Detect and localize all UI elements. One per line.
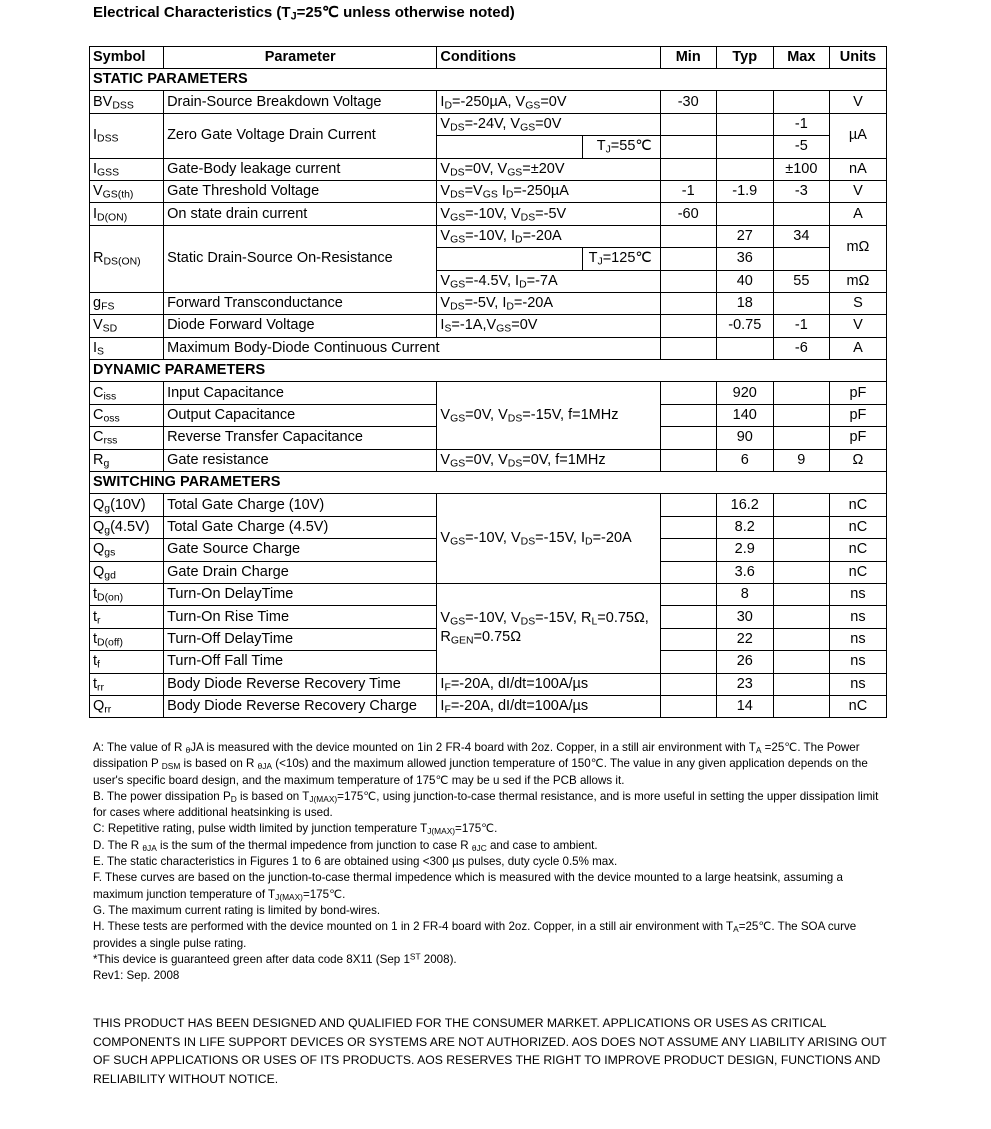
table-row (90, 315, 887, 337)
section-static: STATIC PARAMETERS (90, 69, 887, 91)
min (660, 583, 716, 605)
typ: 16.2 (716, 494, 773, 516)
units: nA (829, 158, 886, 180)
units: pF (829, 404, 886, 426)
units: A (829, 203, 886, 225)
symbol: $I_{GSS}$ (90, 158, 164, 180)
table-row (90, 494, 887, 516)
max: 9 (773, 449, 829, 471)
max (773, 91, 829, 113)
max (773, 494, 829, 516)
typ (716, 91, 773, 113)
electrical-characteristics-table (89, 46, 887, 718)
max: 34 (773, 225, 829, 247)
typ: 30 (716, 606, 773, 628)
note-c: C: Repetitive rating, pulse width limited by junction temperature $T_{J(MAX)}=175℃$. (93, 822, 498, 837)
max: -5 (773, 136, 829, 158)
conditions: $I_D=-250\mu A$, $V_{GS}=0V$ (437, 91, 660, 113)
table-row (90, 382, 887, 404)
note-a: A: The value of R $_\theta$JA is measured with the device mounted on 1in 2 FR-4 board with 2oz. Copper, in a still air environment with $T_A$ =25℃. The Power dissipation P $_{DSM}$ is based on R $_{\theta JA}$ (<10s) and the maximum allowed junction temperature of 150℃. The value in any given application depends on the user's specific board design, and the maximum temperature of 175℃ may be u sed if the PCB allows it. (93, 741, 868, 787)
units: nC (829, 695, 886, 717)
min (660, 673, 716, 695)
units: pF (829, 427, 886, 449)
header-units: Units (829, 47, 886, 69)
typ: 90 (716, 427, 773, 449)
max: -1 (773, 113, 829, 135)
parameter: Drain-Source Breakdown Voltage (164, 91, 437, 113)
table-row (90, 225, 887, 247)
conditions: $V_{DS}=0V$, $V_{GS}=\pm 20V$ (437, 158, 660, 180)
table-row (90, 180, 887, 202)
table-row (90, 91, 887, 113)
max: -1 (773, 315, 829, 337)
table-row (90, 292, 887, 314)
max (773, 292, 829, 314)
typ (716, 158, 773, 180)
table-row (90, 158, 887, 180)
symbol: $Q_{gd}$ (90, 561, 164, 583)
symbol: $t_f$ (90, 651, 164, 673)
symbol: $BV_{DSS}$ (90, 91, 164, 113)
min: -60 (660, 203, 716, 225)
symbol: $R_{DS(ON)}$ (90, 225, 164, 292)
note-b: B. The power dissipation $P_D$ is based on $T_{J(MAX)}=175℃$, using junction-to-case thermal resistance, and is more useful in setting the upper dissipation limit for cases where additional heatsinking is used. (93, 789, 879, 820)
typ (716, 113, 773, 135)
parameter: Output Capacitance (164, 404, 437, 426)
conditions: $I_S=-1A,V_{GS}=0V$ (437, 315, 660, 337)
min (660, 561, 716, 583)
max: -6 (773, 337, 829, 359)
typ: 18 (716, 292, 773, 314)
units: nC (829, 516, 886, 538)
conditions: $V_{GS}=-10V$, $V_{DS}=-5V$ (437, 203, 660, 225)
conditions: $V_{DS}=-24V$, $V_{GS}=0V$ (437, 113, 660, 135)
parameter: Input Capacitance (164, 382, 437, 404)
parameter: On state drain current (164, 203, 437, 225)
symbol: $I_{DSS}$ (90, 113, 164, 158)
units: mΩ (829, 270, 886, 292)
parameter: Total Gate Charge (4.5V) (164, 516, 437, 538)
min (660, 516, 716, 538)
conditions: $V_{GS}=0V$, $V_{DS}=0V$, f=1MHz (437, 449, 660, 471)
header-symbol: Symbol (90, 47, 164, 69)
section-row (90, 360, 887, 382)
units: V (829, 315, 886, 337)
min: -1 (660, 180, 716, 202)
symbol: $V_{GS(th)}$ (90, 180, 164, 202)
typ (716, 203, 773, 225)
min (660, 158, 716, 180)
parameter: Forward Transconductance (164, 292, 437, 314)
max: -3 (773, 180, 829, 202)
parameter: Turn-On DelayTime (164, 583, 437, 605)
note-g: G. The maximum current rating is limited by bond-wires. (93, 903, 381, 917)
min (660, 494, 716, 516)
table-row (90, 583, 887, 605)
min (660, 315, 716, 337)
units: pF (829, 382, 886, 404)
max (773, 606, 829, 628)
symbol: $Q_g(10V)$ (90, 494, 164, 516)
typ: 140 (716, 404, 773, 426)
parameter: Body Diode Reverse Recovery Charge (164, 695, 437, 717)
typ: 36 (716, 248, 773, 270)
typ: 26 (716, 651, 773, 673)
conditions-temp: $T_J=125℃$ (582, 248, 660, 270)
min (660, 136, 716, 158)
symbol: $t_{D(on)}$ (90, 583, 164, 605)
header-max: Max (773, 47, 829, 69)
table-row (90, 449, 887, 471)
footnotes (93, 740, 893, 984)
symbol: $Q_{rr}$ (90, 695, 164, 717)
units: mΩ (829, 225, 886, 270)
symbol: $V_{SD}$ (90, 315, 164, 337)
header-typ: Typ (716, 47, 773, 69)
symbol: $Q_g(4.5V)$ (90, 516, 164, 538)
conditions: $V_{GS}=-10V$, $V_{DS}=-15V$, $I_D=-20A$ (437, 494, 660, 584)
symbol: $I_{D(ON)}$ (90, 203, 164, 225)
header-conditions: Conditions (437, 47, 660, 69)
min (660, 651, 716, 673)
parameter: Turn-On Rise Time (164, 606, 437, 628)
conditions-empty (437, 136, 582, 158)
conditions: $V_{GS}=0V$, $V_{DS}=-15V$, f=1MHz (437, 382, 660, 449)
typ: 8.2 (716, 516, 773, 538)
symbol: $g_{FS}$ (90, 292, 164, 314)
units: ns (829, 651, 886, 673)
typ: 6 (716, 449, 773, 471)
typ: 22 (716, 628, 773, 650)
min (660, 270, 716, 292)
units: nC (829, 539, 886, 561)
units: ns (829, 583, 886, 605)
typ (716, 136, 773, 158)
parameter: Gate Drain Charge (164, 561, 437, 583)
parameter: Reverse Transfer Capacitance (164, 427, 437, 449)
max (773, 673, 829, 695)
units: S (829, 292, 886, 314)
symbol: $I_S$ (90, 337, 164, 359)
max (773, 203, 829, 225)
parameter: Zero Gate Voltage Drain Current (164, 113, 437, 158)
max (773, 561, 829, 583)
parameter: Maximum Body-Diode Continuous Current (164, 337, 661, 359)
typ: 40 (716, 270, 773, 292)
note-green: *This device is guaranteed green after data code 8X11 (Sep 1ST 2008). (93, 951, 457, 966)
units: nC (829, 494, 886, 516)
min (660, 449, 716, 471)
note-h: H. These tests are performed with the device mounted on 1 in 2 FR-4 board with 2oz. Copper, in a still air environment with $T_A=25℃$. The SOA curve provides a single pulse rating. (93, 920, 857, 950)
max: 55 (773, 270, 829, 292)
max (773, 427, 829, 449)
symbol: $t_{D(off)}$ (90, 628, 164, 650)
min (660, 225, 716, 247)
max (773, 248, 829, 270)
min (660, 113, 716, 135)
section-dynamic: DYNAMIC PARAMETERS (90, 360, 887, 382)
units: ns (829, 606, 886, 628)
min (660, 248, 716, 270)
max (773, 695, 829, 717)
parameter: Body Diode Reverse Recovery Time (164, 673, 437, 695)
typ: 8 (716, 583, 773, 605)
max (773, 516, 829, 538)
min (660, 695, 716, 717)
min: -30 (660, 91, 716, 113)
units: ns (829, 628, 886, 650)
conditions: $V_{DS}=V_{GS}$ $I_D=-250\mu A$ (437, 180, 660, 202)
parameter: Turn-Off DelayTime (164, 628, 437, 650)
conditions: $I_F=-20A$, dI/dt=100A/µs (437, 673, 660, 695)
units: µA (829, 113, 886, 158)
parameter: Diode Forward Voltage (164, 315, 437, 337)
max (773, 628, 829, 650)
parameter: Gate Threshold Voltage (164, 180, 437, 202)
typ: 920 (716, 382, 773, 404)
table-header-row (90, 47, 887, 69)
min (660, 382, 716, 404)
min (660, 292, 716, 314)
section-row (90, 472, 887, 494)
table-row (90, 203, 887, 225)
symbol: $Q_{gs}$ (90, 539, 164, 561)
min (660, 606, 716, 628)
conditions-temp: $T_J=55℃$ (582, 136, 660, 158)
max (773, 382, 829, 404)
typ: 23 (716, 673, 773, 695)
table-row (90, 673, 887, 695)
conditions: $V_{GS}=-4.5V$, $I_D=-7A$ (437, 270, 660, 292)
units: V (829, 91, 886, 113)
max: ±100 (773, 158, 829, 180)
table-row (90, 337, 887, 359)
max (773, 583, 829, 605)
disclaimer: THIS PRODUCT HAS BEEN DESIGNED AND QUALIFIED FOR THE CONSUMER MARKET. APPLICATIONS OR USES AS CRITICAL COMPONENTS IN LIFE SUPPORT DEVICES OR SYSTEMS ARE NOT AUTHORIZED. AOS DOES NOT ASSUME ANY LIABILITY ARISING OUT OF SUCH APPLICATIONS OR USES OF ITS PRODUCTS. AOS RESERVES THE RIGHT TO IMPROVE PRODUCT DESIGN, FUNCTIONS AND RELIABILITY WITHOUT NOTICE. (93, 1016, 887, 1086)
typ (716, 337, 773, 359)
typ: 3.6 (716, 561, 773, 583)
parameter: Turn-Off Fall Time (164, 651, 437, 673)
parameter: Gate-Body leakage current (164, 158, 437, 180)
units: nC (829, 561, 886, 583)
parameter: Gate Source Charge (164, 539, 437, 561)
min (660, 427, 716, 449)
conditions: $V_{DS}=-5V$, $I_D=-20A$ (437, 292, 660, 314)
section-row (90, 69, 887, 91)
conditions-empty (437, 248, 582, 270)
parameter: Total Gate Charge (10V) (164, 494, 437, 516)
section-switching: SWITCHING PARAMETERS (90, 472, 887, 494)
min (660, 337, 716, 359)
units: V (829, 180, 886, 202)
table-row (90, 113, 887, 135)
note-f: F. These curves are based on the junction-to-case thermal impedence which is measured with the device mounted to a large heatsink, assuming a maximum junction temperature of $T_{J(MAX)}=175℃$. (93, 871, 843, 902)
symbol: $C_{rss}$ (90, 427, 164, 449)
units: ns (829, 673, 886, 695)
min (660, 628, 716, 650)
symbol: $R_g$ (90, 449, 164, 471)
conditions: $V_{GS}=-10V$, $I_D=-20A$ (437, 225, 660, 247)
parameter: Gate resistance (164, 449, 437, 471)
typ: 27 (716, 225, 773, 247)
symbol: $t_{rr}$ (90, 673, 164, 695)
min (660, 539, 716, 561)
symbol: $C_{iss}$ (90, 382, 164, 404)
min (660, 404, 716, 426)
units: Ω (829, 449, 886, 471)
parameter: Static Drain-Source On-Resistance (164, 225, 437, 292)
header-min: Min (660, 47, 716, 69)
units: A (829, 337, 886, 359)
note-d: D. The R $_{\theta JA}$ is the sum of the thermal impedence from junction to case R $_{\theta JC}$ and case to ambient. (93, 838, 598, 853)
typ: 2.9 (716, 539, 773, 561)
symbol: $C_{oss}$ (90, 404, 164, 426)
note-revision: Rev1: Sep. 2008 (93, 969, 180, 983)
typ: -1.9 (716, 180, 773, 202)
max (773, 539, 829, 561)
typ: -0.75 (716, 315, 773, 337)
conditions: $V_{GS}=-10V$, $V_{DS}=-15V$, $R_L=0.75\Omega$, $R_{GEN}=0.75\Omega$ (437, 583, 660, 673)
table-row (90, 695, 887, 717)
symbol: $t_r$ (90, 606, 164, 628)
page-title: Electrical Characteristics ($T_J=25℃$ unless otherwise noted) (93, 4, 515, 23)
typ: 14 (716, 695, 773, 717)
max (773, 404, 829, 426)
note-e: E. The static characteristics in Figures 1 to 6 are obtained using <300 µs pulses, duty cycle 0.5% max. (93, 855, 618, 869)
conditions: $I_F=-20A$, dI/dt=100A/µs (437, 695, 660, 717)
header-parameter: Parameter (164, 47, 437, 69)
max (773, 651, 829, 673)
